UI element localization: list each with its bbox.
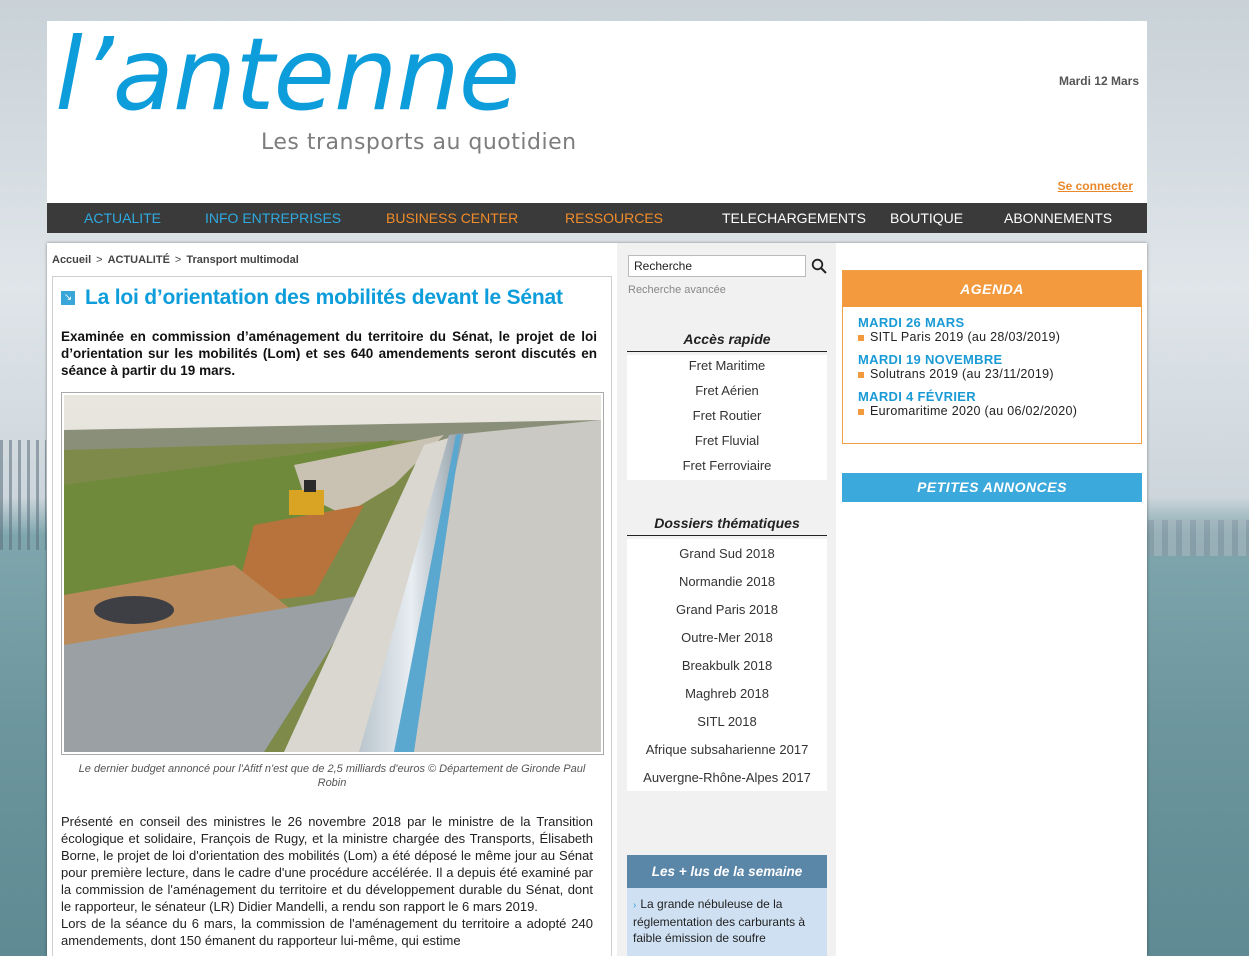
plus-lus-list [627,888,827,956]
nav-business-center[interactable]: BUSINESS CENTER [386,210,519,226]
background-crane [0,440,46,550]
agenda-event[interactable]: Euromaritime 2020 (au 06/02/2020) [870,404,1078,418]
nav-ressources[interactable]: RESSOURCES [565,210,664,226]
current-date: Mardi 12 Mars [1058,74,1139,88]
acces-rapide-list [627,355,827,480]
agenda-date: MARDI 26 MARS [858,315,965,330]
chevron-right-icon: › [633,900,637,911]
article-paragraph: Lors de la séance du 6 mars, la commission de l'aménagement du territoire a adopté 240 amendements, dont 150 émanent du rapporteur lui-même, qui estime [61,916,593,948]
dossier-item[interactable]: Afrique subsaharienne 2017 [645,742,809,757]
dossier-item[interactable]: Outre-Mer 2018 [681,630,773,645]
breadcrumb-home[interactable]: Accueil [52,254,92,266]
article-paragraph: Présenté en conseil des ministres le 26 novembre 2018 par le ministre de la Transition écologique et solidaire, François de Rugy, et la ministre chargée des Transports, Élisabeth Borne, le projet de loi d'orientation des mobilités (Lom) a été déposé le même jour au Sénat pour première lecture, dans le cadre d'une procédure accélérée. Il a depuis été examiné par la commission de l'aménagement du territoire et du développement durable du Sénat, dont le rapporteur, le sénateur (LR) Didier Mandelli, a rendu son rapport le 6 mars 2019. [61,814,593,914]
background-skyline [1148,520,1249,556]
agenda-title: AGENDA [843,271,1141,307]
site-tagline: Les transports au quotidien [261,130,577,155]
dossiers-title: Dossiers thématiques [627,515,827,536]
dossier-item[interactable]: Auvergne-Rhône-Alpes 2017 [643,770,811,785]
dossier-item[interactable]: Grand Sud 2018 [679,546,775,561]
middle-sidebar [617,243,836,956]
breadcrumb-separator: > [96,254,103,266]
dossier-item[interactable]: Grand Paris 2018 [676,602,778,617]
article [52,276,612,956]
breadcrumb-separator: > [174,254,182,266]
acces-item-fret-aerien[interactable]: Fret Aérien [695,383,759,398]
bullet-icon [858,372,864,378]
agenda-item[interactable] [843,352,1141,381]
article-title: La loi d’orientation des mobilités devant le Sénat [85,286,563,309]
site-header [47,16,1147,203]
nav-telechargements[interactable]: TELECHARGEMENTS [722,210,866,226]
advanced-search-link[interactable]: Recherche avancée [628,284,726,296]
dossier-item[interactable]: Maghreb 2018 [685,686,769,701]
agenda-date: MARDI 19 NOVEMBRE [858,352,1003,367]
site-logo[interactable]: l’antenne [55,16,520,133]
agenda-date: MARDI 4 FÉVRIER [858,389,976,404]
nav-boutique[interactable]: BOUTIQUE [890,210,964,226]
agenda-item[interactable] [843,389,1141,418]
agenda-event[interactable]: SITL Paris 2019 (au 28/03/2019) [870,330,1061,344]
breadcrumb [52,254,299,266]
road-construction-photo [64,395,601,752]
plus-lus-title: Les + lus de la semaine [627,855,827,888]
agenda-event[interactable]: Solutrans 2019 (au 23/11/2019) [870,367,1054,381]
nav-actualite[interactable]: ACTUALITE [84,210,162,226]
nav-info-entreprises[interactable]: INFO ENTREPRISES [205,210,342,226]
breadcrumb-current[interactable]: Transport multimodal [186,254,299,266]
dossiers-list [627,539,827,791]
bullet-icon [858,335,864,341]
article-lead: Examinée en commission d’aménagement du territoire du Sénat, le projet de loi d’orientation sur les mobilités (Lom) et ses 640 amendements seront discutés en séance à partir du 19 mars. [61,329,597,378]
search-input[interactable] [628,255,806,277]
breadcrumb-section[interactable]: ACTUALITÉ [107,254,170,266]
dossier-item[interactable]: Normandie 2018 [678,574,776,589]
bullet-icon [858,409,864,415]
dossier-item[interactable]: SITL 2018 [697,714,757,729]
arrow-down-right-icon: ↘ [61,291,75,305]
agenda-block [842,270,1142,444]
dossier-item[interactable]: Breakbulk 2018 [681,658,773,673]
plus-lus-item[interactable]: La grande nébuleuse de la réglementation des carburants à faible émission de soufre [633,897,806,945]
acces-rapide-title: Accès rapide [627,331,827,352]
article-body [61,813,593,949]
article-photo [61,392,604,755]
acces-item-fret-routier[interactable]: Fret Routier [692,408,762,423]
nav-abonnements[interactable]: ABONNEMENTS [1004,210,1113,226]
photo-caption: Le dernier budget annoncé pour l'Afitf n'est que de 2,5 milliards d'euros © Département de Gironde Paul Robin [78,763,586,789]
petites-annonces-link[interactable]: PETITES ANNONCES [842,473,1142,502]
search-icon[interactable] [811,258,827,274]
main-nav [47,203,1147,233]
acces-item-fret-maritime[interactable]: Fret Maritime [688,358,766,373]
content-area [47,243,1147,956]
acces-item-fret-fluvial[interactable]: Fret Fluvial [694,433,760,448]
agenda-item[interactable] [843,315,1141,344]
login-link[interactable]: Se connecter [1057,179,1133,193]
acces-item-fret-ferroviaire[interactable]: Fret Ferroviaire [682,458,772,473]
